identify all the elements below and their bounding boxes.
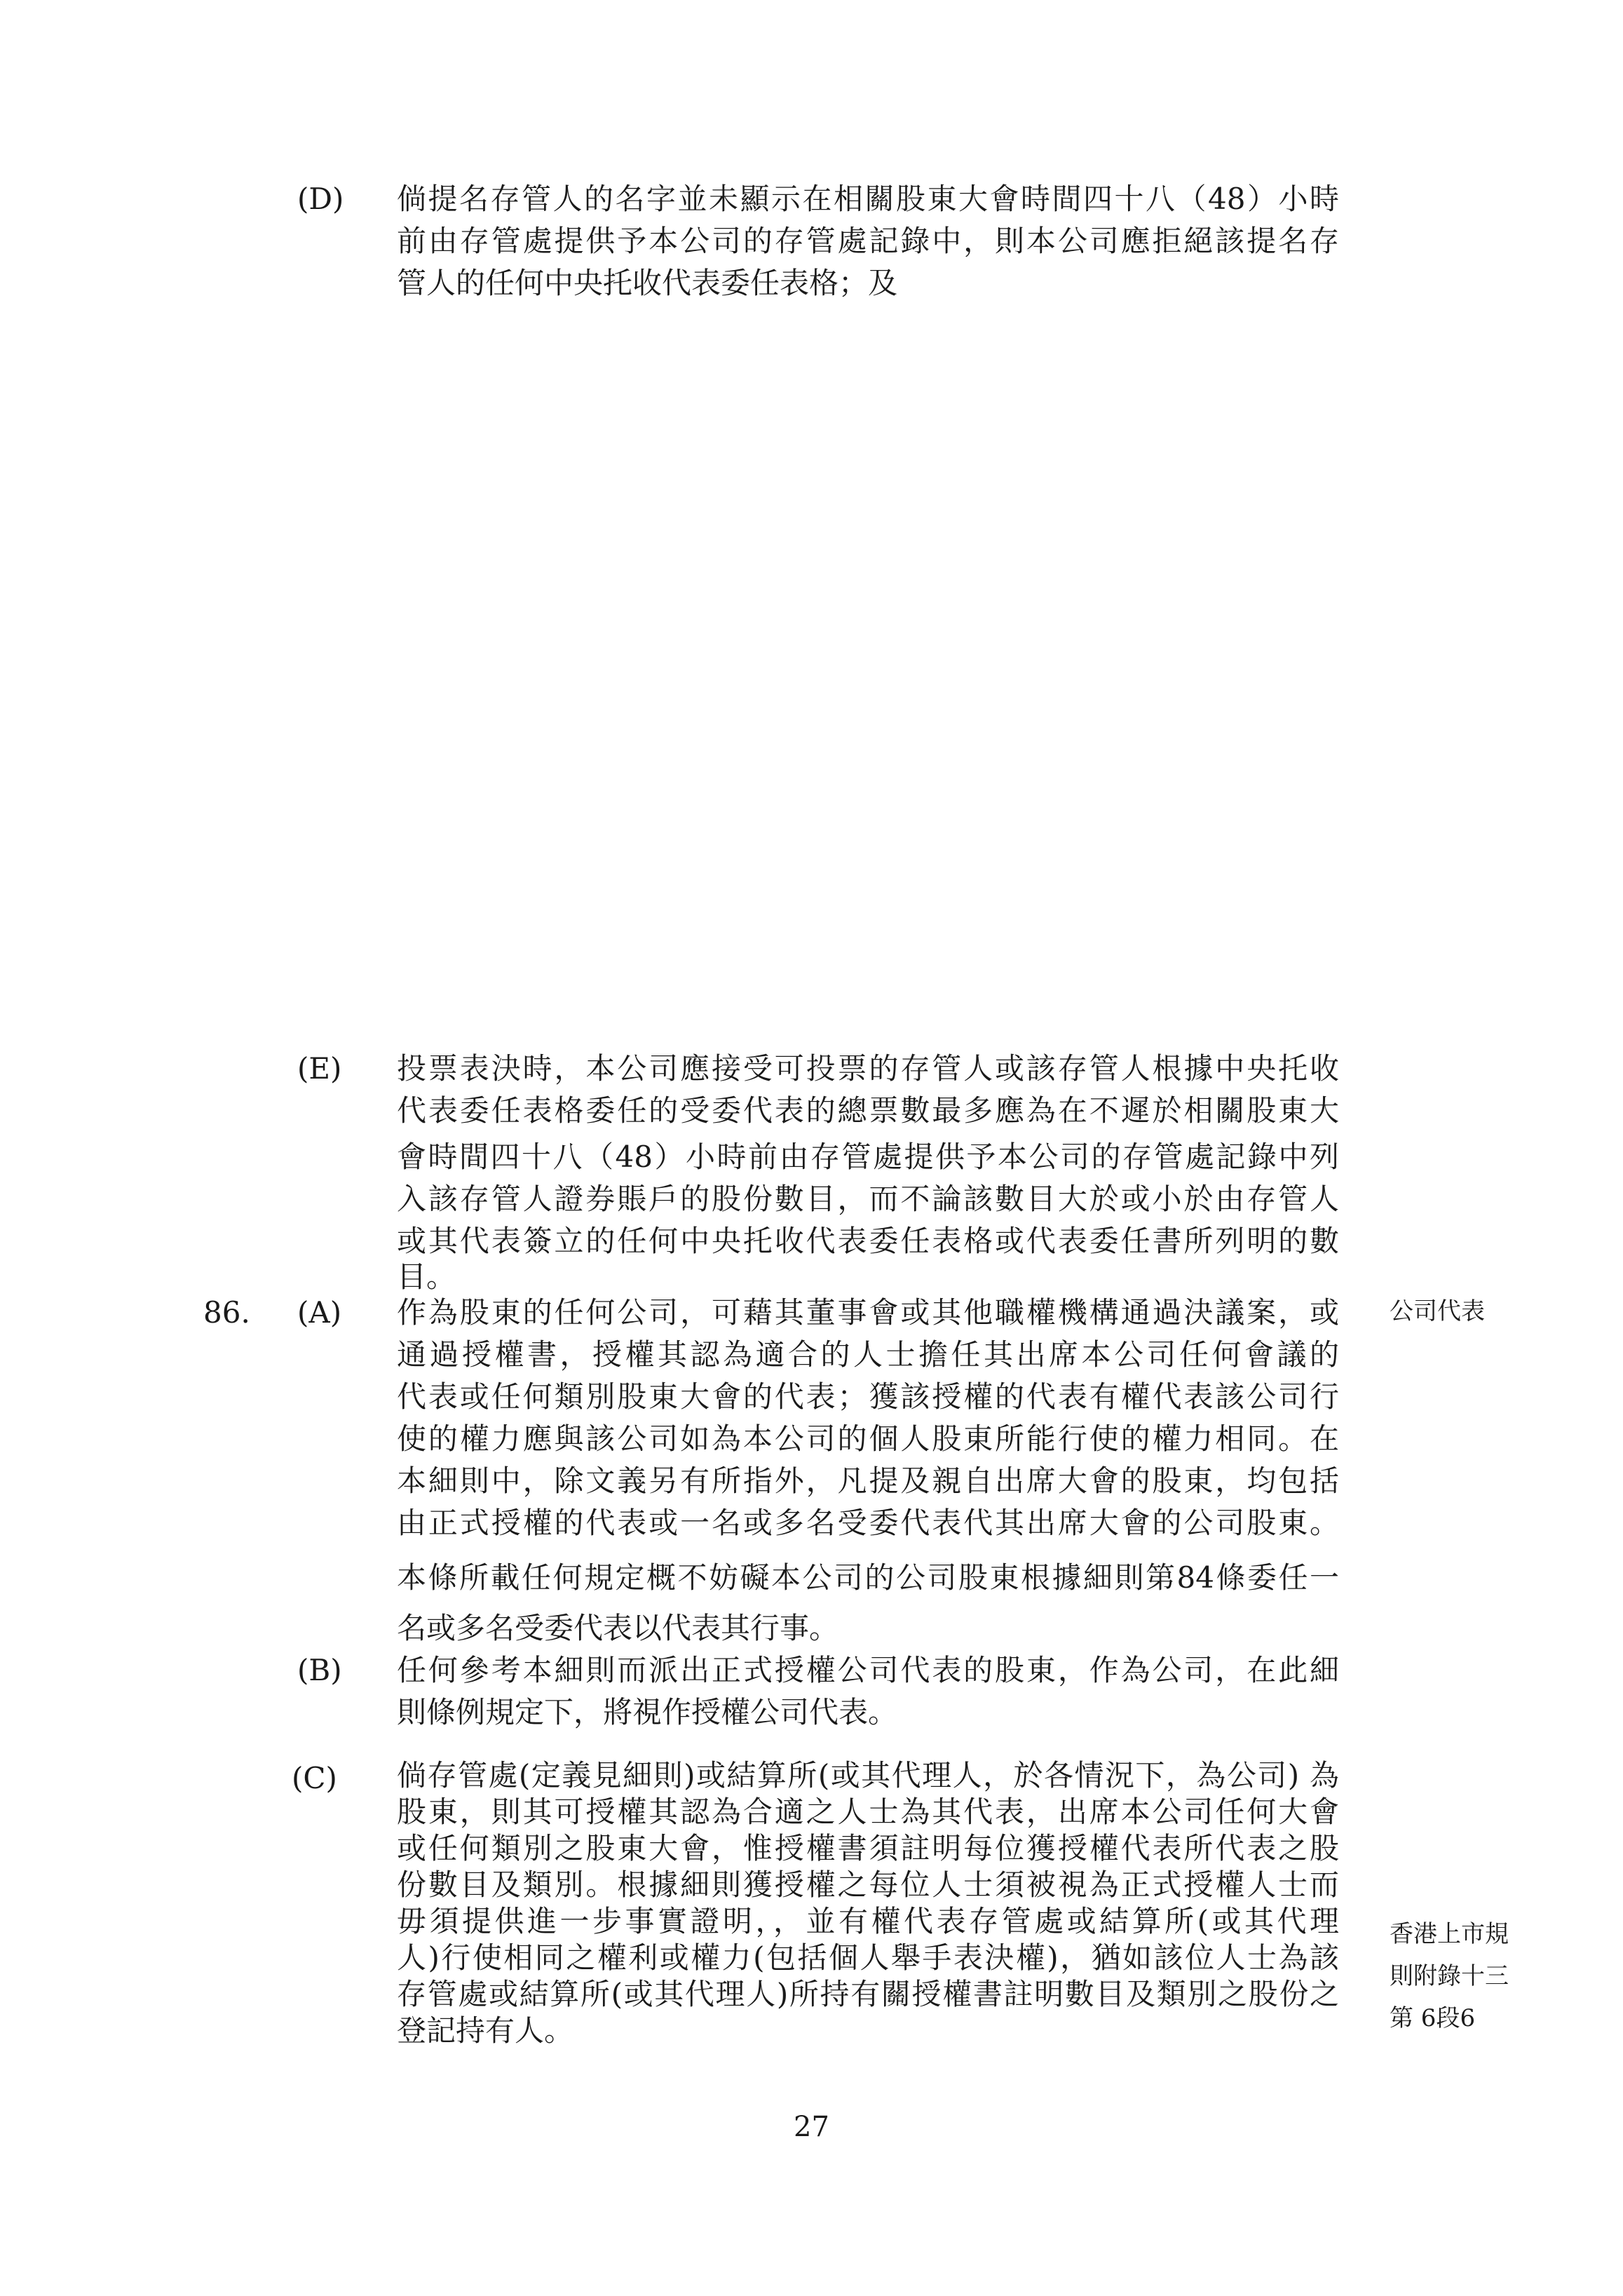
- clause-d-line: 前由存管處提供予本公司的存管處記錄中，則本公司應拒絕該提名存: [397, 224, 1339, 258]
- clause-e-line: 或其代表簽立的任何中央托收代表委任表格或代表委任書所列明的數: [397, 1224, 1339, 1258]
- clause-e-line: 入該存管人證券賬戶的股份數目，而不論該數目大於或小於由存管人: [397, 1182, 1339, 1216]
- clause-c-line: 毋須提供進一步事實證明，，並有權代表存管處或結算所(或其代理: [397, 1904, 1339, 1938]
- clause-d-text: [397, 178, 1339, 304]
- clause-b-label: (B): [297, 1653, 342, 1687]
- clause-86a-line: 作為股東的任何公司，可藉其董事會或其他職權機構通過決議案，或: [397, 1295, 1339, 1330]
- margin-note-company-representative: 公司代表: [1390, 1297, 1485, 1325]
- clause-86a-text: [397, 1292, 1339, 1654]
- clause-86a-extra-line: 本條所載任何規定概不妨礙本公司的公司股東根據細則第84條委任一: [397, 1560, 1339, 1595]
- clause-d-label: (D): [297, 182, 344, 216]
- margin-note-line: 香港上市規: [1390, 1920, 1509, 1948]
- margin-note-line: 則附錄十三: [1390, 1962, 1509, 1990]
- clause-c-line: 或任何類別之股東大會，惟授權書須註明每位獲授權代表所代表之股: [397, 1831, 1339, 1865]
- clause-c-text: [397, 1757, 1339, 2049]
- margin-note-line: 第 6段6: [1390, 2004, 1476, 2032]
- clause-b-line: 則條例規定下，將視作授權公司代表。: [397, 1695, 898, 1729]
- clause-b-text: [397, 1649, 1339, 1734]
- clause-e-line: 投票表決時，本公司應接受可投票的存管人或該存管人根據中央托收: [397, 1051, 1339, 1086]
- clause-86a-line: 本細則中，除文義另有所指外，凡提及親自出席大會的股東，均包括: [397, 1464, 1339, 1498]
- clause-b-line: 任何參考本細則而派出正式授權公司代表的股東，作為公司，在此細: [397, 1653, 1339, 1687]
- clause-e-text: [397, 1048, 1339, 1292]
- clause-c-line: 倘存管處(定義見細則)或結算所(或其代理人，於各情況下，為公司) 為: [397, 1758, 1339, 1792]
- clause-c-line: 存管處或結算所(或其代理人)所持有關授權書註明數目及類別之股份之: [397, 1977, 1339, 2011]
- clause-e-line: 目。: [397, 1260, 456, 1294]
- clause-86a-extra-line: 名或多名受委代表以代表其行事。: [397, 1611, 839, 1645]
- clause-86a-label: (A): [297, 1295, 342, 1330]
- page-number: 27: [794, 2111, 829, 2143]
- margin-note-listing-rules: [1390, 1913, 1509, 2039]
- clause-c-line: 份數目及類別。根據細則獲授權之每位人士須被視為正式授權人士而: [397, 1868, 1339, 1902]
- clause-e-line: 代表委任表格委任的受委代表的總票數最多應為在不遲於相關股東大: [397, 1093, 1339, 1128]
- clause-d-line: 倘提名存管人的名字並未顯示在相關股東大會時間四十八（48）小時: [397, 182, 1339, 216]
- clause-c-line: 股東，則其可授權其認為合適之人士為其代表，出席本公司任何大會: [397, 1795, 1339, 1829]
- clause-86a-line: 通過授權書，授權其認為適合的人士擔任其出席本公司任何會議的: [397, 1337, 1339, 1372]
- clause-e-label: (E): [297, 1051, 342, 1086]
- clause-e-line: 會時間四十八（48）小時前由存管處提供予本公司的存管處記錄中列: [397, 1140, 1339, 1174]
- clause-c-line: 登記持有人。: [397, 2013, 574, 2048]
- clause-d-line: 管人的任何中央托收代表委任表格；及: [397, 266, 898, 300]
- article-86-number: 86.: [203, 1295, 250, 1330]
- clause-86a-line: 使的權力應與該公司如為本公司的個人股東所能行使的權力相同。在: [397, 1422, 1339, 1456]
- clause-86a-line: 由正式授權的代表或一名或多名受委代表代其出席大會的公司股東。: [397, 1506, 1339, 1540]
- clause-c-label: (C): [292, 1761, 337, 1795]
- clause-c-line: 人)行使相同之權利或權力(包括個人舉手表決權)，猶如該位人士為該: [397, 1940, 1339, 1975]
- clause-86a-line: 代表或任何類別股東大會的代表；獲該授權的代表有權代表該公司行: [397, 1379, 1339, 1414]
